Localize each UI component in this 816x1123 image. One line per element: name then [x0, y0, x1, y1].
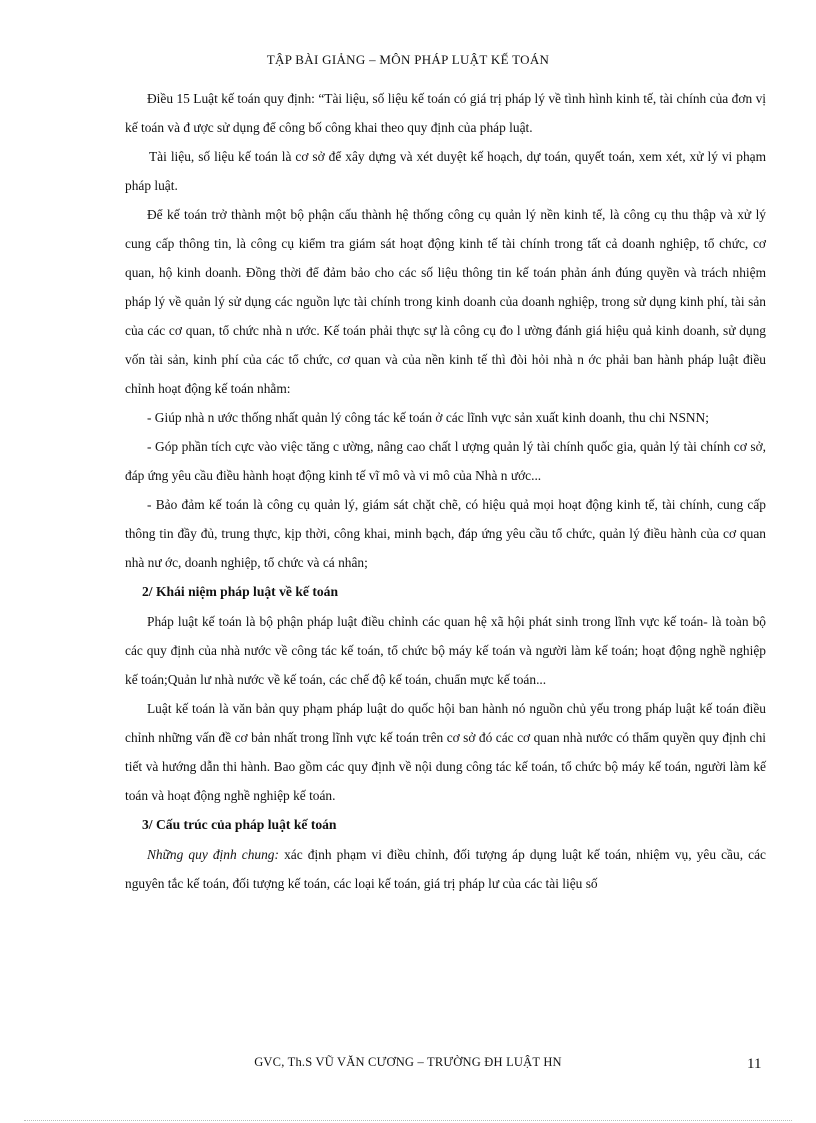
paragraph-accounting-law-document: Luật kế toán là văn bản quy phạm pháp luật do quốc hội ban hành nó nguồn chủ yếu trong pháp luật kế toán điều chỉnh những vấn đề cơ bản nhất trong lĩnh vực kế toán trên cơ sở đó các cơ quan nhà nước có thẩm quyền quy định chi tiết và hướng dẫn thi hành. Bao gồm các quy định về nội dung công tác kế toán, tổ chức bộ máy kế toán, người làm kế toán và hoạt động nghề nghiệp kế toán.	[125, 701, 766, 803]
paragraph-accounting-role: Để kế toán trở thành một bộ phận cấu thành hệ thống công cụ quản lý nền kinh tế, là công cụ thu thập và xử lý cung cấp thông tin, là công cụ kiểm tra giám sát hoạt động kinh tế tài chính trong tất cả doanh nghiệp, tổ chức, cơ quan, hộ kinh doanh. Đồng thời để đảm bảo cho các số liệu thông tin kế toán phản ánh đúng quyền và trách nhiệm pháp lý về quản lý sử dụng các nguồn lực tài chính trong kinh doanh của doanh nghiệp, trong sử dụng kinh phí, tài sản của các cơ quan, tổ chức nhà n ước. Kế toán phải thực sự là công cụ đo l ường đánh giá hiệu quả kinh doanh, sử dụng vốn tài sản, kinh phí của các tổ chức, cơ quan và của nền kinh tế thì đòi hỏi nhà n ớc phải ban hành pháp luật điều chỉnh hoạt động kế toán nhằm:	[125, 207, 766, 396]
list-item-supervision: - Bảo đảm kế toán là công cụ quản lý, giám sát chặt chẽ, có hiệu quả mọi hoạt động kinh tế, tài chính, cung cấp thông tin đầy đủ, trung thực, kịp thời, công khai, minh bạch, đáp ứng yêu cầu tổ chức, quản lý điều hành của cơ quan nhà nư ớc, doanh nghiệp, tổ chức và cá nhân;	[125, 497, 766, 570]
document-body	[125, 84, 766, 898]
page-bottom-divider	[24, 1120, 792, 1121]
paragraph-documents-basis: Tài liệu, số liệu kế toán là cơ sở để xây dựng và xét duyệt kế hoạch, dự toán, quyết toán, xem xét, xử lý vi phạm pháp luật.	[125, 149, 766, 193]
page-number: 11	[747, 1056, 762, 1072]
page-footer: GVC, Th.S VŨ VĂN CƯƠNG – TRƯỜNG ĐH LUẬT HN	[254, 1055, 562, 1069]
section-heading-structure: 3/ Cấu trúc của pháp luật kế toán	[142, 817, 337, 832]
paragraph-general-provisions	[125, 840, 766, 898]
page-header: TẬP BÀI GIẢNG – MÔN PHÁP LUẬT KẾ TOÁN	[266, 52, 550, 67]
list-item-state-management: - Giúp nhà n ước thống nhất quản lý công tác kế toán ở các lĩnh vực sản xuất kinh doanh, thu chi NSNN;	[147, 410, 709, 425]
paragraph-article-15: Điều 15 Luật kế toán quy định: “Tài liệu, số liệu kế toán có giá trị pháp lý về tình hình kinh tế, tài chính của đơn vị kế toán và đ ược sử dụng để công bố công khai theo quy định của pháp luật.	[125, 91, 766, 135]
section-heading-concept: 2/ Khái niệm pháp luật về kế toán	[142, 584, 339, 599]
general-provisions-text: xác định phạm vi điều chỉnh, đối tượng áp dụng luật kế toán, nhiệm vụ, yêu cầu, các nguyên tắc kế toán, đối tượng kế toán, các loại kế toán, giá trị pháp lư của các tài liệu số	[125, 847, 766, 891]
general-provisions-label: Những quy định chung:	[147, 847, 279, 862]
paragraph-accounting-law-concept: Pháp luật kế toán là bộ phận pháp luật điều chỉnh các quan hệ xã hội phát sinh trong lĩnh vực kế toán- là toàn bộ các quy định của nhà nước về công tác kế toán, tổ chức bộ máy kế toán và người làm kế toán; hoạt động nghề nghiệp kế toán;Quản lư nhà nước về kế toán, các chế độ kế toán, chuẩn mực kế toán...	[125, 614, 766, 687]
list-item-financial-management: - Góp phần tích cực vào việc tăng c ường, nâng cao chất l ượng quản lý tài chính quốc gia, quản lý tài chính cơ sở, đáp ứng yêu cầu điều hành hoạt động kinh tế vĩ mô và vi mô của Nhà n ước...	[125, 439, 766, 483]
